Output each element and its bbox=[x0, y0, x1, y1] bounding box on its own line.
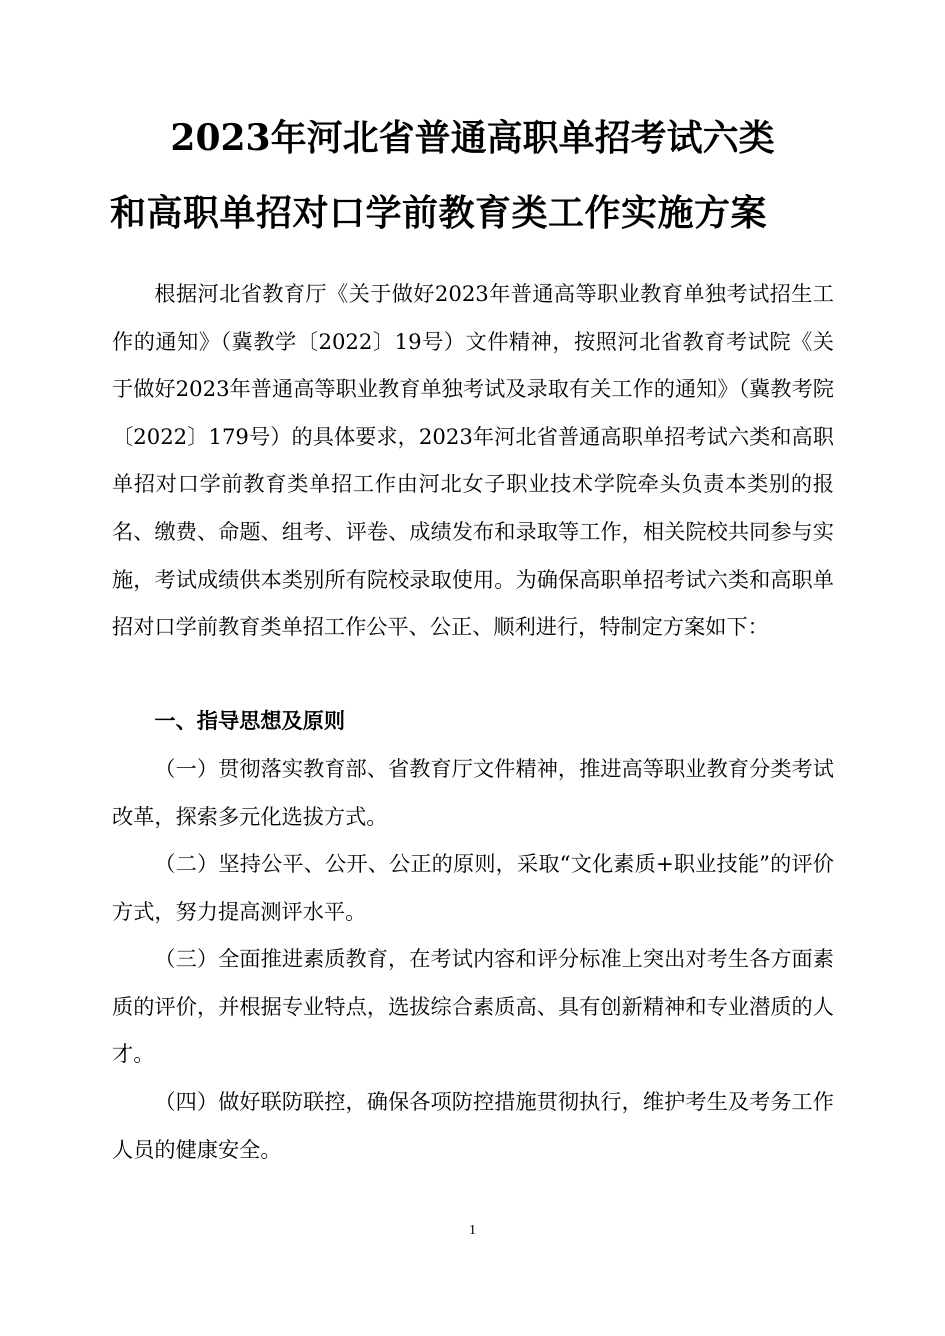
page-number: 1 bbox=[469, 1223, 476, 1238]
principle-item-2: （二）坚持公平、公开、公正的原则，采取“文化素质+职业技能”的评价方式，努力提高测评水平。 bbox=[112, 851, 834, 924]
section-heading-guiding-principles: 一、指导思想及原则 bbox=[154, 708, 346, 733]
intro-paragraph: 根据河北省教育厅《关于做好2023年普通高等职业教育单独考试招生工作的通知》（冀教学〔2022〕19号）文件精神，按照河北省教育考试院《关于做好2023年普通高等职业教育单独考试及录取有关工作的通知》（冀教考院〔2022〕179号）的具体要求，2023年河北省普通高职单招考试六类和高职单招对口学前教育类单招工作由河北女子职业技术学院牵头负责本类别的报名、缴费、命题、组考、评卷、成绩发布和录取等工作，相关院校共同参与实施，考试成绩供本类别所有院校录取使用。为确保高职单招考试六类和高职单招对口学前教育类单招工作公平、公正、顺利进行，特制定方案如下： bbox=[112, 281, 834, 640]
document-title-line-1: 2023年河北省普通高职单招考试六类 bbox=[170, 117, 775, 159]
principle-item-4: （四）做好联防联控，确保各项防控措施贯彻执行，维护考生及考务工作人员的健康安全。 bbox=[112, 1089, 834, 1162]
principle-item-3: （三）全面推进素质教育，在考试内容和评分标准上突出对考生各方面素质的评价，并根据专业特点，选拔综合素质高、具有创新精神和专业潜质的人才。 bbox=[112, 946, 834, 1067]
principle-item-1: （一）贯彻落实教育部、省教育厅文件精神，推进高等职业教育分类考试改革，探索多元化选拔方式。 bbox=[112, 756, 834, 829]
document-title-line-2: 和高职单招对口学前教育类工作实施方案 bbox=[110, 192, 768, 234]
